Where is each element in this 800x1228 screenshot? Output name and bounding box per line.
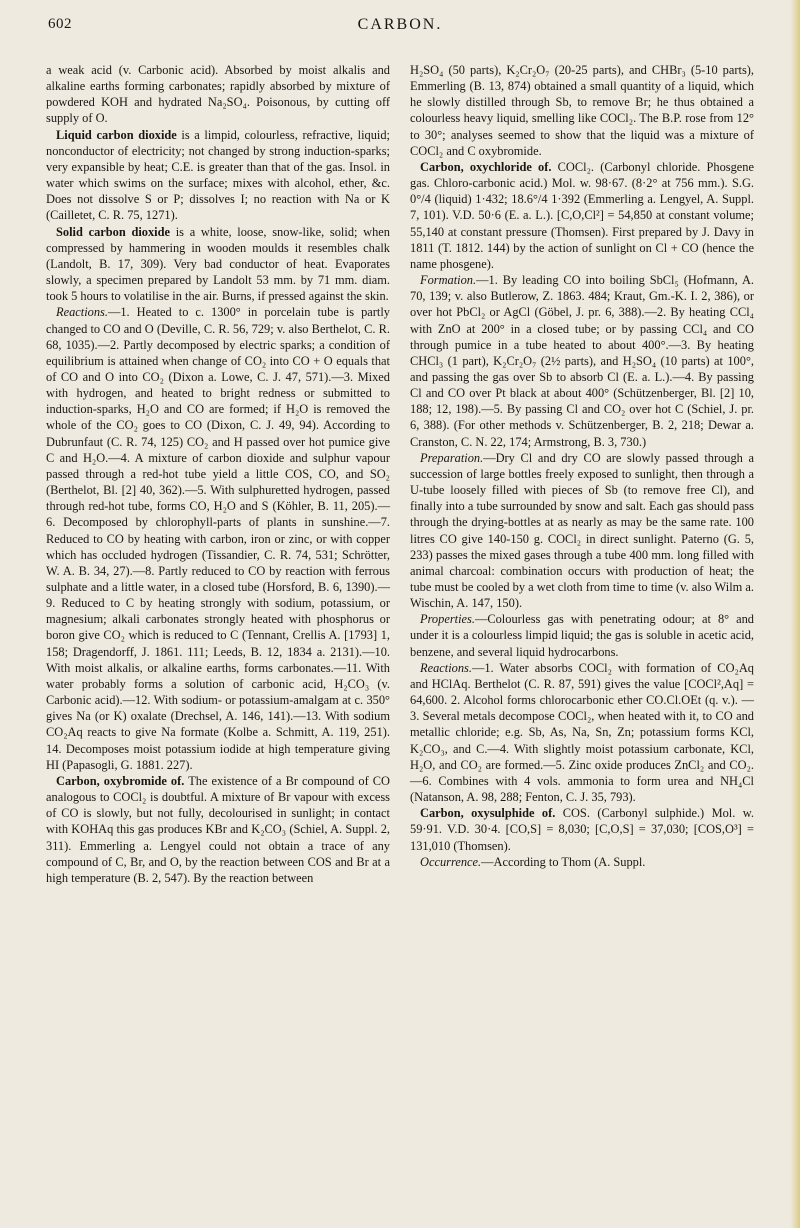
paragraph-occurrence [410,854,754,870]
entry-heading: Carbon, oxybromide of. [56,773,185,788]
entry-text: is a white, loose, snow-like, solid; when compressed by hammering in wooden moulds it resembles chalk (Landolt, B. 17, 309). Very bad conductor of heat. Evaporates slowly, a specimen prepared by Landolt 53 mm. by 71 mm. diam. took 5 hours to volatilise in the air. Burns, if pressed against the skin. [46,224,391,304]
paragraph-formation [410,272,754,450]
entry-text: is a limpid, colourless, refractive, liquid; nonconductor of electricity; not changed by strong induction-sparks; very expansible by heat; C.E. is greater than that of the gas. Insol. in water which swims on the surface; mixes with alcohol, ether, &c. Does not dissolve S or P; dissolves I; no reaction with Na or K (Cailletet, C. R. 75, 1271). [46,127,390,223]
entry-text: —1. Heated to c. 1300° in porcelain tube is partly changed to CO and O (Deville, C. R. 56, 729; v. also Berthelot, C. R. 68, 1035).—2. Partly decomposed by electric sparks; a condition of equilibrium is attained when change of CO₂ into CO + O equals that of CO and O into CO₂ (Dixon a. Lowe, C. J. 47, 571).—3. Mixed with hydrogen, and heated to bright redness or submitted to induction-sparks, H₂O and CO are formed; if H₂O is removed the whole of the CO₂ goes to CO (Dixon, C. J. 49, 94). According to Dubrunfaut (C. R. 74, 125) CO₂ and H passed over hot pumice give C and H₂O.—4. A mixture of carbon dioxide and sulphur vapour passed through a red-hot tube yield a little COS, CO, and SO₂ (Berthelot, Bl. [2] 40, 362).—5. With sulphuretted hydrogen, passed through red-hot tube, forms CO, H₂O and S (Köhler, B. 11, 205).—6. Decomposed by chlorophyll-parts of plants in sunshine.—7. Reduced to CO by heating with carbon, iron or zinc, or with copper which has occluded hydrogen (Tissandier, C. R. 74, 531; Schrötter, W. A. B. 34, 27).—8. Partly reduced to CO by reaction with ferrous sulphate and a little water, in a closed tube (Horsford, B. 6, 1390).—9. Reduced to C by heating strongly with sodium, potassium, or magnesium; alkali carbonates strongly heated with phosphorus or boron give CO₂ which is reduced to C (Tennant, Crellis A. [1793] 1, 158; Dragendorff, J. 1861. 111; Leeds, B. 12, 1834 a. 2131).—10. With moist alkalis, or alkaline earths, forms carbonates.—11. With water probably forms a solution of carbonic acid, H₂CO₃ (v. Carbonic acid).—12. With sodium- or potassium-amalgam at c. 350° gives Na (or K) oxalate (Drechsel, A. 146, 141).—13. With sodium CO₂Aq reacts to give Na formate (Kolbe a. Schmitt, A. 119, 251). 14. Decomposes moist potassium iodide at high temperature giving HI (Papasogli, G. 1881. 227). [46,305,390,772]
page-number: 602 [48,16,72,32]
section-heading: Reactions. [56,305,108,320]
section-heading: Properties. [420,612,475,627]
section-heading: Preparation. [420,450,484,465]
paragraph-oxybromide-continued: H₂SO₄ (50 parts), K₂Cr₂O₇ (20-25 parts), and CHBr₃ (5-10 parts), Emmerling (B. 13, 874) obtained a small quantity of a liquid, which he slowly distilled through Sb, to remove Br; he thus obtained a colourless heavy liquid, smelling like COCl₂. The B.P. rose from 12° to 30°; analyses seemed to show that the liquid was a mixture of COCl₂ and C oxybromide. [410,63,754,158]
paragraph-preparation [410,450,754,612]
entry-text: COS. (Carbonyl sulphide.) Mol. w. 59·91. V.D. 30·4. [CO,S] = 8,030; [C,O,S] = 37,030; [COS,O³] = 131,010 (Thomsen). [410,806,754,853]
page-header [40,14,760,40]
paragraph-carbonic-acid-continued: a weak acid (v. Carbonic acid). Absorbed by moist alkalis and alkaline earths forming carbonates; rapidly absorbed by mixture of powdered KOH and hydrated Na₂SO₄. Poisonous, by cutting off supply of O. [46,63,390,126]
entry-text: The existence of a Br compound of CO analogous to COCl₂ is doubtful. A mixture of Br vapour with excess of CO is slowly, but not fully, decolourised in sunlight; in contact with KOHAq this gas produces KBr and K₂CO₃ (Schiel, A. Suppl. 2, 311). Emmerling a. Lengyel could not obtain a trace of any compound of C, Br, and O, by the reaction between COS and Br at a high temperature (B. 2, 547). By the reaction between [46,773,390,885]
paragraph-oxysulphide [410,805,754,853]
entry-text: —According to Thom (A. Suppl. [481,854,646,869]
entry-heading: Carbon, oxysulphide of. [420,806,556,821]
paragraph-liquid-carbon-dioxide [46,127,390,224]
paragraph-solid-carbon-dioxide [46,224,390,305]
entry-text: COCl₂. (Carbonyl chloride. Phosgene gas. Chloro-carbonic acid.) Mol. w. 98·67. (8·2° at 756 mm.). S.G. 0°/4 (liquid) 1·432; 18.6°/4 1·392 (Emmerling a. Lengyel, A. Suppl. 7, 101). V.D. 50·6 (E. a. L.). [C,O,Cl²] = 54,850 at constant volume; 55,140 at constant pressure (Thomsen). First prepared by J. Davy in 1811 (T. 1812. 144) by the action of sunlight on Cl + CO (hence the name phosgene). [410,159,754,271]
entry-heading: Liquid carbon dioxide [56,127,177,142]
paragraph-reactions [46,304,390,773]
entry-text: —Colourless gas with penetrating odour; at 8° and under it is a colourless limpid liquid; the gas is soluble in acetic acid, benzene, and several liquid hydrocarbons. [410,612,754,659]
entry-text: —1. Water absorbs COCl₂ with formation of CO₂Aq and HClAq. Berthelot (C. R. 87, 591) gives the value [COCl²,Aq] = 64,600. 2. Alcohol forms chlorocarbonic ether CO.Cl.OEt (q. v.). — 3. Several metals decompose COCl₂, when heated with it, to CO and metallic chloride; e.g. Sb, As, Na, Sn, Zn; potassium forms KCl, K₂CO₃, and C.—4. With slightly moist potassium carbonate, KCl, H₂O, and CO₂ are formed.—5. Zinc oxide produces ZnCl₂ and CO₂.—6. Combines with 4 vols. ammonia to form urea and NH₄Cl (Natanson, A. 98, 288; Fenton, C. J. 35, 793). [410,660,754,805]
page-edge [790,0,800,1228]
entry-text: —Dry Cl and dry CO are slowly passed through a succession of large bottles freely exposed to sunlight, then through a U-tube loosely filled with pieces of Sb (to remove free Cl), and finally into a tube surrounded by snow and salt. Each gas should pass through the drying-bottles at as nearly as may be the same rate. 100 litres CO give 140-150 g. COCl₂ in direct sunlight. Paterno (G. 5, 233) passes the mixed gases through a tube 400 mm. long filled with animal charcoal: combination occurs with production of heat; the tube must be cooled by a wet cloth from time to time (v. also Wilm a. Wischin, A. 147, 150). [410,450,754,611]
right-column [410,62,754,870]
paragraph-oxychloride [410,159,754,272]
paragraph-properties [410,611,754,659]
entry-heading: Solid carbon dioxide [56,224,171,239]
paragraph-oxybromide [46,773,390,886]
entry-text: —1. By leading CO into boiling SbCl₅ (Hofmann, A. 70, 139; v. also Butlerow, Z. 1863. 484; Kraut, Gm.-K. I. 2, 386), or over hot PbCl₂ or AgCl (Göbel, J. pr. 6, 388).—2. By heating CCl₄ with ZnO at 200° in a closed tube; or by passing CCl₄ and CO through pumice in a tube heated to about 400°.—3. By heating CHCl₃ (1 part), K₂Cr₂O₇ (2½ parts), and H₂SO₄ (10 parts) at 100°, and passing the gas over Sb to absorb Cl (E. a. L.).—4. By passing Cl and CO over Pt black at about 400° (Schützenberger, Bl. [2] 10, 188; 12, 198).—5. By passing Cl and CO₂ over hot C (Schiel, J. pr. 6, 388). (For other methods v. Schützenberger, B. 2, 218; Dewar a. Cranston, C. N. 22, 174; Armstrong, B. 3, 730.) [410,273,754,449]
left-column [46,62,390,886]
section-heading: Reactions. [420,660,472,675]
section-heading: Formation. [420,273,477,288]
section-heading: Occurrence. [420,854,482,869]
entry-heading: Carbon, oxychloride of. [420,159,552,174]
running-title: CARBON. [357,16,443,33]
paragraph-reactions-oxychloride [410,660,754,805]
